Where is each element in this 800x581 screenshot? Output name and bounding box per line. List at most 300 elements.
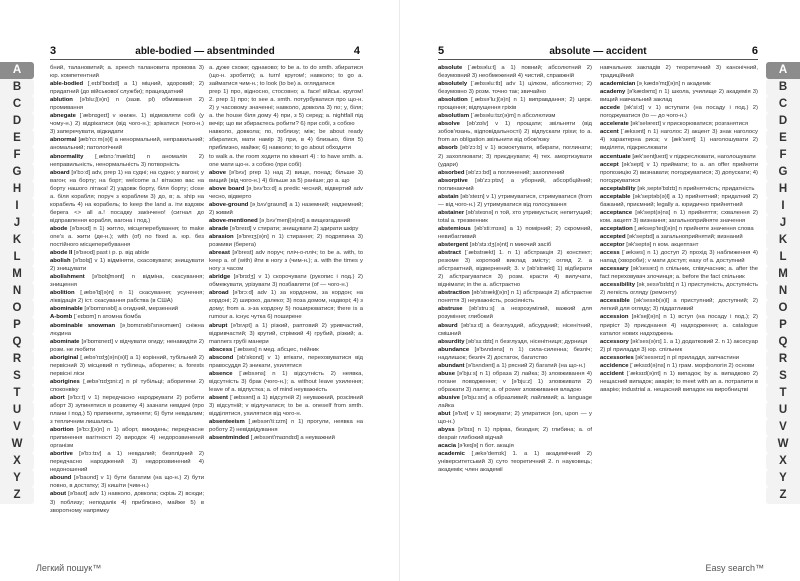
dictionary-entry	[438, 225, 592, 241]
dictionary-entry	[600, 153, 758, 161]
alphabet-tab-t[interactable]: T	[766, 385, 800, 402]
dictionary-entry	[600, 120, 758, 128]
alphabet-tab-k[interactable]: K	[0, 232, 34, 249]
alphabet-tab-v[interactable]: V	[0, 419, 34, 436]
definition: [ˈæksɪd(ə)ns] n 1) грам. морфологія 2) основи	[630, 362, 755, 369]
definition: [ə'bɒmɪnəbl] a огидний, мерзенний	[84, 306, 179, 313]
headword: accessories	[600, 354, 634, 361]
dictionary-entry	[600, 225, 758, 233]
headword: absolutism	[438, 113, 470, 120]
definition: [ə'bɪs] n 1) прірва, безодня; 2) глибина; a. of despair глибокий відчай	[438, 427, 592, 442]
alphabet-tab-v[interactable]: V	[766, 419, 800, 436]
headword: abstergent	[438, 242, 469, 249]
alphabet-tab-k[interactable]: K	[766, 232, 800, 249]
dictionary-entry	[209, 394, 363, 418]
dictionary-entry	[600, 281, 758, 297]
dictionary-entry	[438, 410, 592, 426]
alphabet-tab-z[interactable]: Z	[0, 487, 34, 504]
definition: [ə'baʊnd] v 1) бути багатим (на що-н.) 2) бути повно, в достатку; 3) кишіти (чим-н.)	[50, 475, 204, 490]
headword: abode II	[50, 250, 73, 257]
alphabet-tab-n[interactable]: N	[766, 283, 800, 300]
headword: abscond	[209, 354, 234, 361]
headword: able-bodied	[50, 81, 84, 88]
definition: [ˈæbses] n мед. абсцес, гнійник	[233, 346, 319, 353]
definition: [ˌæbsən'tiːɪzm] n 1) прогули, неявка на роботу 2) невідвідування	[209, 419, 363, 434]
dictionary-entry	[209, 185, 363, 201]
definition: [ək'seʃ(ə)n] n 1) вступ (на посаду і под.); 2) приріст 3) приєднання 4) надходження; a. catalogue каталог нових надходжень	[600, 314, 758, 337]
alphabet-tab-b[interactable]: B	[766, 79, 800, 96]
definition: [əb'struːs] a незрозумілий, важкий для розуміння; глибокий	[438, 306, 592, 321]
alphabet-tab-a[interactable]: A	[766, 62, 800, 79]
definition: [əkˌseptə'bɪlɪtɪ] n прийнятність; придатність	[637, 185, 755, 192]
definition: [əb'stiːmɪəs] a 1) помірний; 2) скромний, невибагливий	[438, 225, 592, 240]
alphabet-tab-r[interactable]: R	[0, 351, 34, 368]
headword: absorptive	[438, 177, 468, 184]
definition: [ə'bəʊd] n 1) житло, місцеперебування; to make one's a. жити (де-н.); with (of) no fixed a. юр. без постійного місцеперебування	[50, 225, 204, 249]
definition: [əkˌsesə'bɪlɪtɪ] n 1) приступність, доступність 2) легкість огляду (ремонту)	[600, 282, 758, 297]
alphabet-tab-o[interactable]: O	[766, 300, 800, 317]
alphabet-tab-g[interactable]: G	[766, 164, 800, 181]
definition: [əb'steɪnə] n той, хто утримується; непитущий; total a. трезвенник	[438, 209, 592, 224]
dictionary-entry	[209, 354, 363, 370]
definition: [ˈæbsəns] n 1) відсутність 2) неявка, відсутність 3) брак (чого-н.); a. without leave ухилення; leave of a. відпустка; a. of mind неуважність	[209, 370, 363, 393]
definition: [ˌæbə'rɪdʒɪniːz] n pl тубільці; аборигени 2) споконвіку	[50, 378, 204, 393]
definition: a. дуже схоже; однаково; to be a. to do smth. збиратися (що-н. зробити); a. turn! кругом!; навколо; to go a. займатися чим-н.; to look (to be) a. оглядатися	[209, 65, 363, 88]
headword: abstract	[438, 250, 461, 257]
headword: abstemious	[438, 225, 471, 232]
headword: abreast	[209, 250, 230, 257]
headword: absenteeism	[209, 419, 245, 426]
headword: acceptor	[600, 242, 625, 249]
alphabet-tab-g[interactable]: G	[0, 164, 34, 181]
alphabet-tab-n[interactable]: N	[0, 283, 34, 300]
headword: absentminded	[209, 435, 249, 442]
definition: [ˈæbsəluːt] a 1) повний; абсолютний 2) безумовний 3) необмежений 4) чистий, справжній	[438, 65, 592, 80]
dictionary-entry	[600, 80, 758, 88]
page-number: 5	[438, 45, 445, 57]
alphabet-tab-w[interactable]: W	[0, 436, 34, 453]
headword: above	[209, 169, 227, 176]
dictionary-entry	[600, 297, 758, 313]
page-header-left	[50, 44, 360, 58]
alphabet-tab-c[interactable]: C	[766, 96, 800, 113]
alphabet-tab-q[interactable]: Q	[0, 334, 34, 351]
headword: accepted	[600, 233, 626, 240]
brand-logo: Easy search™	[705, 563, 764, 573]
headword: abound	[50, 475, 72, 482]
definition: бний, талановитий; a. speech талановита промова 3) юр. компетентний	[50, 65, 204, 80]
headword: abolition	[50, 290, 75, 297]
dictionary-entry	[438, 241, 592, 249]
definition: [ə'bʌt] v 1) межувати; 2) упиратися (on, upon — у що-н.)	[438, 411, 592, 426]
definition: [əˌbʌv'bɔːd] a predic чесний, відвертий adv чесно, відверто	[209, 185, 363, 200]
headword: acceptation	[600, 225, 633, 232]
headword: accident	[600, 370, 624, 377]
alphabet-tab-z[interactable]: Z	[766, 487, 800, 504]
alphabet-tab-u[interactable]: U	[766, 402, 800, 419]
dictionary-entry	[600, 338, 758, 354]
alphabet-tab-u[interactable]: U	[0, 402, 34, 419]
alphabet-tab-r[interactable]: R	[766, 351, 800, 368]
definition: [ˈeɪbɒm] n атомна бомба	[73, 314, 141, 321]
dictionary-entry	[600, 128, 758, 152]
dictionary-entry	[209, 88, 363, 128]
definition: [ə'breɪd] v стирати; знищувати 2) здирати шкіру	[229, 225, 359, 232]
headword: abundant	[438, 362, 465, 369]
dictionary-entry	[600, 362, 758, 370]
dictionary-entry	[600, 185, 758, 193]
dictionary-column	[209, 64, 363, 564]
definition: [ˌæbsənt'maɪndɪd] a неуважний	[250, 435, 335, 442]
headword: accentuate	[600, 153, 631, 160]
headword: abominate	[50, 338, 80, 345]
dictionary-entry	[600, 249, 758, 265]
dictionary-entry	[600, 354, 758, 362]
definition: [ək'septəb(ə)l] a 1) прийнятний; придатний 2) бажаний, приємний; legally a. юридично прийнятний	[600, 193, 758, 208]
alphabet-tab-y[interactable]: Y	[0, 470, 34, 487]
page-header-right	[438, 44, 758, 58]
headword: accessary	[600, 266, 629, 273]
dictionary-entry	[438, 426, 592, 442]
dictionary-entry	[50, 313, 204, 321]
dictionary-entry	[209, 346, 363, 354]
definition: [ə'bəʊd] past i p. p. від abide	[73, 250, 150, 257]
dictionary-entry	[50, 169, 204, 225]
definition: [ə'bɒlɪʃmənt] n відміна, скасування; знищення	[50, 274, 204, 289]
headword: above-mentioned	[209, 217, 258, 224]
headword: abolish	[50, 258, 71, 265]
page-number: 6	[751, 45, 758, 57]
dictionary-column	[600, 64, 758, 564]
definition: [əˌkædə'mɪʃ(ə)n] n академік	[637, 81, 711, 88]
headword: ablution	[50, 97, 73, 104]
dictionary-entry	[600, 104, 758, 120]
dictionary-entry	[209, 169, 363, 185]
dictionary-entry	[50, 305, 204, 313]
definition: [ˈæksənt] n 1) наголос 2) акцент 3) знак наголосу 4) характерна риса; v [æk'sent] 1) наголошувати 2) виділяти, підкреслювати	[600, 129, 758, 152]
headword: abuse	[438, 370, 456, 377]
headword: abortive	[50, 451, 73, 458]
definition: [ə'bjuːsɪv] a образливий; лайливий; a. language лайка	[438, 394, 592, 409]
definition: [əb'sɜːdɪtɪ] n безглуздя, нісенітниця; дурниця	[466, 338, 588, 345]
dictionary-entry	[50, 225, 204, 249]
headword: abstain	[438, 193, 459, 200]
definition: [ək'siːd] v 1) вступати (на посаду і под.) 2) погоджуватися (to — до чого-н.)	[600, 105, 758, 120]
definition: [ə'brest] adv поруч; пліч-о-пліч; to be a. with, to keep a. of (with) йти в ногу з (чим-н.); a. with the times у ногу з часом	[209, 250, 363, 273]
alphabet-tab-f[interactable]: F	[766, 147, 800, 164]
headword: accelerate	[600, 121, 629, 128]
dictionary-entry	[209, 225, 363, 233]
definition: [ˌæbsə'luːʃ(ə)n] n 1) виправдання; 2) церк. прощення; відпущення гріхів	[438, 97, 592, 112]
definition: [ˈæksɪd(ə)nt] n 1) випадок; by a. випадково 2) нещасний випадок; аварія; to meet with an a. потрапити в аварію; industrial a. нещасний випадок на виробництві	[600, 370, 758, 393]
headword: abut	[438, 411, 451, 418]
header-rule	[50, 59, 360, 60]
headword: abridge	[209, 274, 231, 281]
alphabet-tab-x[interactable]: X	[766, 453, 800, 470]
alphabet-index-left	[0, 62, 34, 504]
dictionary-entry	[438, 442, 592, 450]
dictionary-entry	[209, 217, 363, 225]
definition: [ˌæbnɔː'mælɪtɪ] n аномалія 2) неправильність, ненормальність 3) потворність	[50, 153, 204, 168]
alphabet-tab-x[interactable]: X	[0, 453, 34, 470]
page-title: absolute — accident	[549, 45, 647, 57]
alphabet-tab-i[interactable]: I	[766, 198, 800, 215]
headword: accessibility	[600, 282, 636, 289]
dictionary-entry	[209, 128, 363, 152]
dictionary-entry	[209, 434, 363, 442]
definition: навчальних закладів 2) теоретичний 3) канонічний, традиційний	[600, 65, 758, 80]
alphabet-tab-j[interactable]: J	[766, 215, 800, 232]
alphabet-tab-e[interactable]: E	[766, 130, 800, 147]
headword: absurdity	[438, 338, 465, 345]
headword: above board	[209, 185, 245, 192]
dictionary-entry	[438, 338, 592, 346]
alphabet-tab-d[interactable]: D	[766, 113, 800, 130]
headword: acceptable	[600, 193, 631, 200]
dictionary-entry	[209, 418, 363, 434]
headword: abyss	[438, 427, 455, 434]
dictionary-entry	[50, 338, 204, 354]
headword: abnormality	[50, 153, 84, 160]
definition: [ək'septɪd] a загальноприйнятий; визнаний	[627, 233, 743, 240]
definition: [ˌæksep'teɪʃ(ə)n] n прийняте значення слова	[634, 225, 754, 232]
definition: [ək'seləreɪt] v прискорюватися; розганятися	[630, 121, 749, 128]
definition: [əˌbʌv'menʃ(ə)nd] a вищезгаданий	[259, 217, 351, 224]
dictionary-entry	[438, 96, 592, 112]
definition: [əb'zɔːbd] a поглинений; захоплений	[466, 169, 565, 176]
definition: [æb'nɔːm(ə)l] a ненормальний, неправильний; аномальний; патологічний	[50, 137, 204, 152]
headword: accessory	[600, 338, 629, 345]
alphabet-tab-p[interactable]: P	[0, 317, 34, 334]
definition: [ə'keɪʃə] n бот. акація	[457, 443, 514, 450]
definition: [ə'kædəmɪ] n 1) школа, училище 2) академія 3) вищий навчальний заклад	[600, 89, 758, 104]
headword: absence	[209, 370, 233, 377]
headword: accent	[600, 129, 619, 136]
definition: [ə'brɪdʒ] v 1) скорочувати (рукопис і под.) 2) обмежувати, урізувати 3) позбавляти (of — чого-н.)	[209, 274, 363, 289]
definition: [ək'ses(ə)rɪ] 1. a 1) додатковий 2. n 1) аксесуар 2) pl приладдя 3) юр. спільник	[600, 338, 758, 353]
alphabet-tab-h[interactable]: H	[0, 181, 34, 198]
alphabet-tab-m[interactable]: M	[766, 266, 800, 283]
dictionary-entry	[50, 474, 204, 490]
headword: about	[50, 491, 67, 498]
definition: [ˌæbə'rɪdʒ(ə)n(ə)l] a 1) корінний, тубільний 2) первісний 3) місцевий n тубілець, абориген; a. forests первісні ліси	[50, 354, 204, 377]
dictionary-entry	[600, 88, 758, 104]
dictionary-entry	[600, 209, 758, 225]
alphabet-tab-i[interactable]: I	[0, 198, 34, 215]
dictionary-entry	[50, 257, 204, 273]
definition: [ˌeɪbl'bɒdɪd] a 1) міцний, здоровий; 2) придатний (до військової служби); працездатний	[50, 81, 204, 96]
definition: [ə'bʌndəns] n 1) сила-силенна; безліч; надлишок; безліч 2) достаток, багатство	[438, 346, 592, 361]
headword: abortion	[50, 427, 74, 434]
headword: abolishment	[50, 274, 85, 281]
dictionary-entry	[209, 64, 363, 88]
headword: abrade	[209, 225, 229, 232]
dictionary-entry	[50, 273, 204, 289]
alphabet-tab-s[interactable]: S	[0, 368, 34, 385]
headword: absolute	[438, 65, 463, 71]
dictionary-entry	[50, 153, 204, 169]
alphabet-tab-l[interactable]: L	[0, 249, 34, 266]
alphabet-tab-d[interactable]: D	[0, 113, 34, 130]
definition: [əb'zɔːb] v 1) всмоктувати, вбирати, поглинати; 2) захоплювати; 3) приєднувати; 4) тех. амортизувати (удари)	[438, 145, 592, 168]
headword: academy	[600, 89, 626, 96]
dictionary-entry	[50, 378, 204, 394]
dictionary-entry	[600, 193, 758, 209]
headword: abominable snowman	[50, 322, 116, 329]
headword: abusive	[438, 394, 460, 401]
definition: [ək'sesəb(ə)l] a приступний; доступний; 2) легкий для огляду; 3) піддатливий	[600, 298, 758, 313]
dictionary-entry	[438, 450, 592, 474]
headword: accession	[600, 314, 629, 321]
headword: above-ground	[209, 201, 249, 208]
headword: abnormal	[50, 137, 77, 144]
dictionary-entry	[438, 120, 592, 144]
definition: to walk a. the room ходити по кімнаті 4) : to have smth. a. one мати що-н. з собою (при собі)	[209, 153, 363, 168]
alphabet-tab-o[interactable]: O	[0, 300, 34, 317]
dictionary-entry	[209, 201, 363, 217]
headword: absurd	[438, 322, 458, 329]
alphabet-tab-b[interactable]: B	[0, 79, 34, 96]
alphabet-tab-y[interactable]: Y	[766, 470, 800, 487]
definition: навколо, довкола; по, поблизу; між; be about ready збиратися, мати намір 3) при, в 4) близько, біля 5) приблизно, майже; 6) навколо; to go about обходити	[209, 129, 363, 152]
dictionary-entry	[50, 136, 204, 152]
headword: aborigines	[50, 378, 80, 385]
page-number: 3	[50, 45, 57, 57]
headword: abscess	[209, 346, 233, 353]
definition: [ə'brɔːd] adv 1) за кордоном, за кордон; на кордоні; 2) широко, далеко; 3) поза домом, надворі; 4) з дому; from a. з-за кордону 5) поширюватися; there is a rumour a. існує чутка 6) поширене	[209, 290, 363, 321]
alphabet-tab-e[interactable]: E	[0, 130, 34, 147]
dictionary-entry	[438, 362, 592, 370]
dictionary-entry	[438, 305, 592, 321]
definition: [ˈæbsəluːtlɪ] adv 1) цілком, абсолютно; 2) безумовно 3) розм. точно так; звичайно	[438, 81, 592, 96]
definition: [ə'bɔːt] v 1) передчасно народжувати 2) робити аборт 3) зупинятися в розвитку 4) зазнати невдачі (про плани і под.) 5) припиняти, зупиняти; 6) бути невдалим; з тепличним лишались	[50, 394, 204, 426]
dictionary-entry	[50, 490, 204, 514]
headword: aboriginal	[50, 354, 79, 361]
alphabet-tab-w[interactable]: W	[766, 436, 800, 453]
dictionary-entry	[209, 370, 363, 394]
dictionary-entry	[600, 313, 758, 337]
alphabet-tab-m[interactable]: M	[0, 266, 34, 283]
dictionary-entry	[209, 289, 363, 321]
definition: [əb'sɜːd] a безглуздий, абсурдний; нісенітний, смішний	[438, 322, 592, 337]
definition: [ˈæbsəluːtɪz(ə)m] n абсолютизм	[470, 113, 556, 120]
definition: [ə'bɒlɪʃ] v 1) відміняти, скасовувати; знищувати 2) знищувати	[50, 258, 204, 273]
alphabet-tab-t[interactable]: T	[0, 385, 34, 402]
page-number: 4	[353, 45, 360, 57]
alphabet-index-right	[766, 62, 800, 504]
page-title: able-bodied — absentminded	[135, 45, 275, 57]
alphabet-tab-l[interactable]: L	[766, 249, 800, 266]
headword: academician	[600, 81, 636, 88]
dictionary-entry	[600, 370, 758, 394]
definition: [əb'strækʃ(ə)n] n 1) абстракція 2) абстрактне поняття 3) неуважність, розсіяність	[438, 290, 592, 305]
definition: [əb'skɒnd] v 1) втікати, переховуватися від правосуддя 2) зникати, ухилятися	[209, 354, 363, 369]
definition: [əb'stɜːdʒ(ə)nt] n миючий засіб	[469, 242, 552, 249]
dictionary-entry	[50, 96, 204, 112]
definition: [ə'bʌndənt] a 1) рясний 2) багатий (на що-н.)	[466, 362, 586, 369]
definition: [əb'zɔːptɪv] a уборний, абсорбційний; поглинаючий	[438, 177, 592, 192]
definition: [əb'steɪn] v 1) утримуватися, стримуватися (from — від чого-н.) 2) утримуватися від голосування	[438, 193, 592, 208]
headword: abroad	[209, 290, 229, 297]
dictionary-entry	[50, 80, 204, 96]
definition: [æk'sentʃʊeɪt] v підкреслювати, наголошувати	[632, 153, 756, 160]
headword: abstainer	[438, 209, 465, 216]
definition: [ə'bʌv] prep 1) над 2) вище, понад; більше 3) вищий (від чого-н.) 4) більше за 5) раніше; до a. що	[209, 169, 363, 184]
headword: acceptance	[600, 209, 633, 216]
headword: aboard	[50, 169, 70, 176]
alphabet-tab-h[interactable]: H	[766, 181, 800, 198]
dictionary-entry	[600, 233, 758, 241]
definition: [ˈæbnɪɡeɪt] v книжн. 1) відмовляти собі (у чому-н.) 2) відрікатися (від чого-н.); зрікатися (чого-н.) 3) заперечувати, відкидати	[50, 113, 204, 136]
headword: accept	[600, 161, 619, 168]
definition: [ək'sesərɪz] n pl приладдя, запчастини	[635, 354, 740, 361]
dictionary-entry	[438, 209, 592, 225]
headword: acacia	[438, 443, 457, 450]
alphabet-tab-c[interactable]: C	[0, 96, 34, 113]
definition: [ək'septə] n ком. акцептант	[626, 242, 699, 249]
dictionary-entry	[50, 426, 204, 450]
dictionary-entry	[600, 265, 758, 281]
headword: absolution	[438, 97, 468, 104]
definition: [ˈækses] n 1) доступ 2) прохід 3) наближення 4) напад (хвороби); v мати доступ; easy of a. доступний	[600, 250, 758, 265]
definition: [ə'bjuːs] n 1) образа 2) лайка; 3) зловживання 4) погане поводження; v [ə'bjuːz] 1) зловживати 2) ображати 3) лаяти; a. of power зловживання владою	[438, 370, 592, 393]
definition: [ə'bɒmɪneɪt] v відчувати огиду; ненавидіти 2) розм. не любити	[50, 338, 204, 353]
alphabet-tab-q[interactable]: Q	[766, 334, 800, 351]
alphabet-tab-a[interactable]: A	[0, 62, 34, 79]
headword: absorb	[438, 145, 458, 152]
dictionary-entry	[600, 64, 758, 80]
dictionary-entry	[438, 322, 592, 338]
definition: [ə'bɔːtɪv] a 1) невдалий; безплідний 2) передчасно народжений 3) недорозвинений 4) недоношений	[50, 451, 204, 474]
dictionary-entry	[50, 322, 204, 338]
dictionary-entry	[50, 354, 204, 378]
definition: [ˈæbstrækt] 1. n 1) абстракція 2) конспект; резюме 3) короткий виклад змісту; огляд 2. a абстрактний, відвернений; 3. v [əb'strækt] 1) відбирати 2) абстрагуватися 3) розм. красти 4) вилучати, віднімати; in the a. абстрактно	[438, 250, 592, 289]
headword: accidence	[600, 362, 629, 369]
alphabet-tab-f[interactable]: F	[0, 147, 34, 164]
dictionary-entry	[438, 112, 592, 120]
brand-logo: Легкий пошук™	[36, 563, 102, 573]
headword: academic	[438, 451, 465, 458]
alphabet-tab-j[interactable]: J	[0, 215, 34, 232]
dictionary-entry	[438, 289, 592, 305]
headword: accessible	[600, 298, 630, 305]
dictionary-entry	[438, 394, 592, 410]
headword: abundance	[438, 346, 470, 353]
headword: absorbed	[438, 169, 465, 176]
dictionary-entry	[438, 370, 592, 394]
definition: [ə'bɔːʃ(ə)n] n 1) аборт, викидень; передчасне припинення вагітності 2) виродок 4) недорозвинений організм	[50, 427, 204, 450]
alphabet-tab-p[interactable]: P	[766, 317, 800, 334]
dictionary-entry	[438, 64, 592, 80]
dictionary-column	[50, 64, 204, 564]
headword: abstruse	[438, 306, 463, 313]
dictionary-entry	[209, 153, 363, 169]
alphabet-tab-s[interactable]: S	[766, 368, 800, 385]
headword: A-bomb	[50, 314, 73, 321]
dictionary-entry	[438, 80, 592, 96]
definition: [ək'sesərɪ] n спільник, співучасник; a. after the fact переховувач злочинця; a. before the fact спільник	[600, 266, 758, 281]
definition: prep 1) про, відносно, стосовно; a. face! військ. кругом! 2. prep 1) про; to see a. smth. потурбуватися про що-н. 2) у часовому значенні; навколо, довкола 3) по; у, біля; a. the house біля дому 4) при, з 5) серед; a. nightfall під вечір; що ви збираєтесь робити? 6) при собі, з собою	[209, 89, 363, 128]
definition: [ə'baʊt] adv 1) навколо, довкола; скрізь 2) всюди; 3) поблизу; неподалік 4) приблизно, майже 5) в зворотному напрямку	[50, 491, 204, 514]
dictionary-entry	[209, 322, 363, 346]
dictionary-entry	[438, 249, 592, 289]
right-page	[400, 0, 800, 581]
definition: [əˌbʌv'ɡraʊnd] a 1) наземний; надземний; 2) живий	[209, 201, 363, 216]
dictionary-entry	[50, 394, 204, 426]
dictionary-entry	[438, 193, 592, 209]
dictionary-entry	[50, 64, 204, 80]
definition: [ˌækə'demɪk] 1. a 1) академічний 2) університетський 3) суто теоретичний 2. n науковець; академік; член академії	[438, 451, 592, 474]
